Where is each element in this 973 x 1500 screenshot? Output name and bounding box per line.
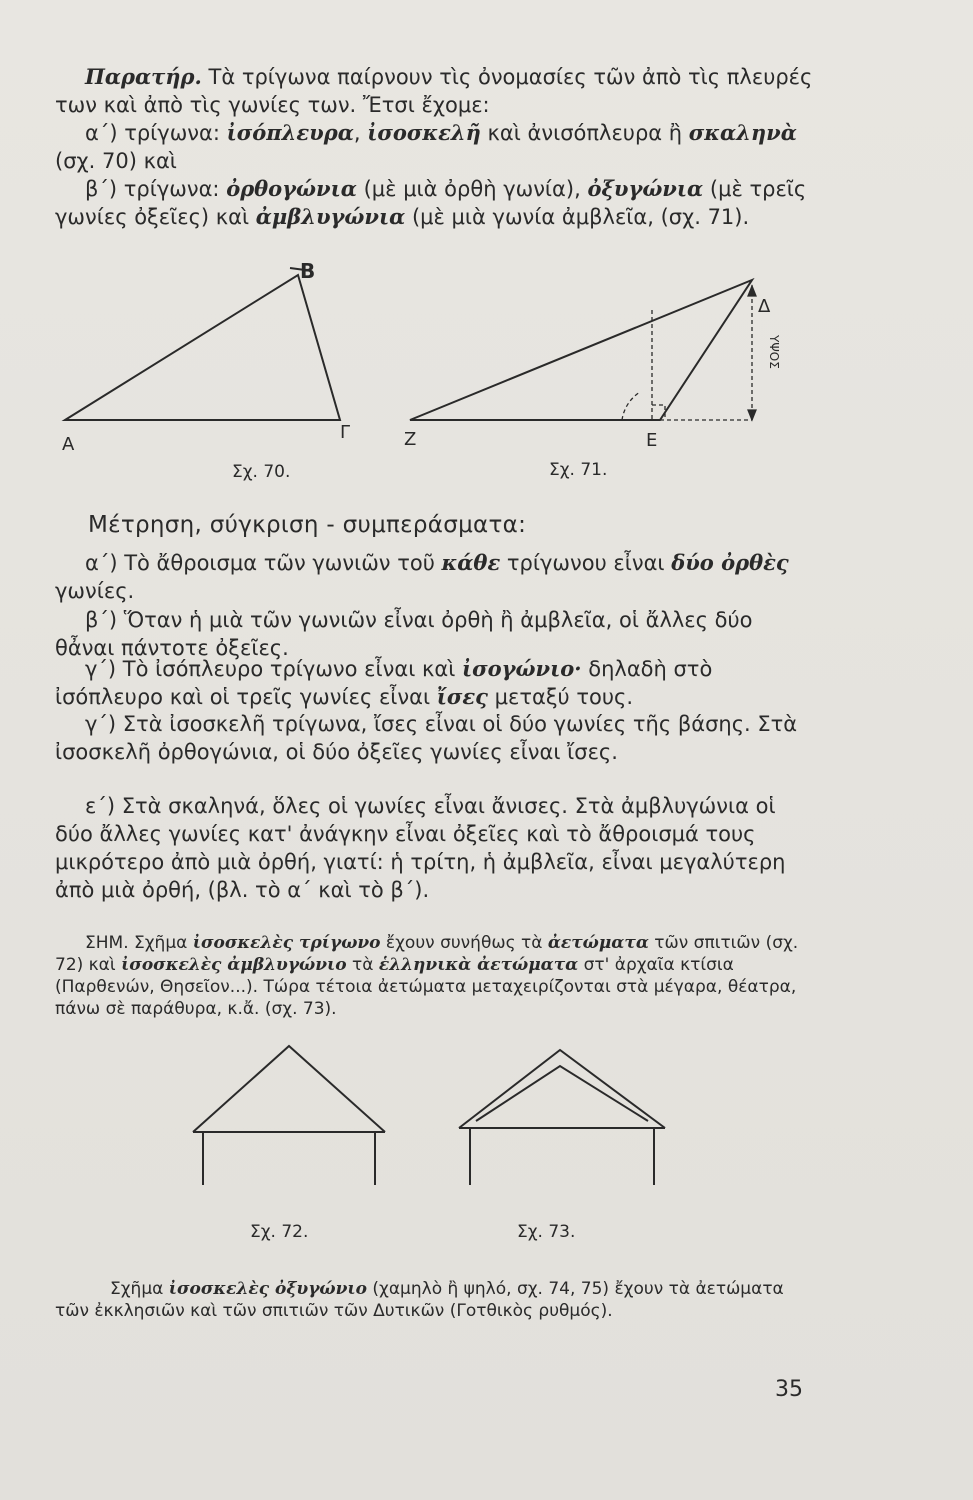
conclusion-b bbox=[55, 606, 815, 662]
note-em1: ἰσοσκελὲς τρίγωνο bbox=[192, 933, 381, 953]
conclusion-a-em1: κάθε bbox=[441, 550, 501, 575]
conclusion-c-end: μεταξύ τους. bbox=[487, 685, 634, 709]
bottom-p1: Σχῆμα bbox=[110, 1279, 169, 1299]
term-obtuse: ἀμβλυγώνια bbox=[255, 204, 406, 229]
fig71-triangle bbox=[410, 280, 752, 420]
term-scalene: σκαληνὰ bbox=[688, 120, 797, 145]
fig70-label-b: B bbox=[300, 259, 316, 283]
note-p3: τῶν σπιτιῶν (σχ. 72) καὶ bbox=[55, 933, 799, 975]
note-p4: τὰ bbox=[346, 955, 379, 975]
section-heading: Μέτρηση, σύγκριση - συμπεράσματα: bbox=[88, 512, 527, 538]
term-right: ὀρθογώνια bbox=[226, 176, 357, 201]
conclusion-a bbox=[55, 549, 815, 605]
conclusion-c-mid: δηλαδὴ στὸ ἰσόπλευρο καὶ οἱ τρεῖς γωνίες εἶναι bbox=[55, 657, 713, 709]
term-acute: ὀξυγώνια bbox=[587, 176, 704, 201]
note-p1: ΣΗΜ. Σχῆμα bbox=[85, 933, 193, 953]
remark-label: Παρατήρ. bbox=[85, 64, 202, 89]
fig71-caption: Σχ. 71. bbox=[549, 460, 608, 480]
conclusion-d bbox=[55, 710, 815, 766]
remark-b-mid2: (μὲ τρεῖς γωνίες ὀξεῖες) καὶ bbox=[55, 177, 807, 229]
remark-a-mid: καὶ ἀνισόπλευρα ἢ bbox=[480, 121, 689, 145]
conclusion-c bbox=[55, 655, 815, 711]
fig71-height-label: ΥΨΟΣ bbox=[767, 335, 781, 369]
fig70-caption: Σχ. 70. bbox=[232, 462, 291, 482]
note-p5: στ' ἀρχαῖα κτίσια (Παρθενών, Θησεῖον...). Τώρα τέτοια ἀετώματα μεταχειρίζονται στὰ μέγαρα, θέατρα, πάνω σὲ παράθυρα, κ.ἄ. (σχ. 73). bbox=[55, 955, 797, 1019]
conclusion-a-em2: δύο ὀρθὲς bbox=[671, 550, 789, 575]
note-em3: ἰσοσκελὲς ἀμβλυγώνιο bbox=[121, 955, 347, 975]
conclusion-a-end: γωνίες. bbox=[55, 579, 135, 603]
conclusion-a-prefix: α΄) Τὸ ἄθροισμα τῶν γωνιῶν τοῦ bbox=[85, 551, 442, 575]
fig70-triangle bbox=[65, 268, 340, 420]
conclusion-b-text: β΄) Ὅταν ἡ μιὰ τῶν γωνιῶν εἶναι ὀρθὴ ἢ ἀμβλεῖα, οἱ ἄλλες δύο θἆναι πάντοτε ὀξεῖες. bbox=[55, 608, 753, 660]
fig73-caption: Σχ. 73. bbox=[517, 1222, 576, 1242]
fig70-label-g: Γ bbox=[340, 422, 351, 443]
fig73-pediment bbox=[459, 1050, 665, 1185]
term-isosceles: ἰσοσκελῆ bbox=[367, 120, 481, 145]
fig72-gable bbox=[193, 1046, 385, 1185]
note-paragraph bbox=[55, 932, 800, 1020]
conclusion-e-text: ε΄) Στὰ σκαληνά, ὅλες οἱ γωνίες εἶναι ἄνισες. Στὰ ἀμβλυγώνια οἱ δύο ἄλλες γωνίες κατ' ἀνάγκην εἶναι ὀξεῖες καὶ τὸ ἄθροισμά τους μικρότερο ἀπὸ μιὰ ὀρθή, γιατί: ἡ τρίτη, ἡ ἀμβλεῖα, εἶναι μεγαλύτερη ἀπὸ μιὰ ὀρθή, (βλ. τὸ α΄ καὶ τὸ β΄). bbox=[55, 794, 786, 902]
fig71-label-e: E bbox=[646, 430, 658, 451]
remark-a-prefix: α΄) τρίγωνα: bbox=[85, 121, 227, 145]
fig71-height-lines bbox=[622, 285, 752, 420]
page-number: 35 bbox=[775, 1377, 803, 1402]
remark-sep: , bbox=[353, 121, 368, 145]
remark-b-prefix: β΄) τρίγωνα: bbox=[85, 177, 227, 201]
conclusion-d-text: γ΄) Στὰ ἰσοσκελῆ τρίγωνα, ἴσες εἶναι οἱ δύο γωνίες τῆς βάσης. Στὰ ἰσοσκελῆ ὀρθογώνια, οἱ δύο ὀξεῖες γωνίες εἶναι ἴσες. bbox=[55, 712, 798, 764]
fig71-label-z: Z bbox=[404, 429, 417, 450]
remark-b-end: (μὲ μιὰ γωνία ἀμβλεῖα, (σχ. 71). bbox=[405, 205, 750, 229]
bottom-em1: ἰσοσκελὲς ὀξυγώνιο bbox=[168, 1279, 367, 1299]
conclusion-a-mid: τρίγωνου εἶναι bbox=[500, 551, 672, 575]
remark-intro: Τὰ τρίγωνα παίρνουν τὶς ὀνομασίες τῶν ἀπὸ τὶς πλευρές των καὶ ἀπὸ τὶς γωνίες των. Ἔτσι ἔχομε: bbox=[55, 65, 813, 117]
bottom-paragraph bbox=[55, 1278, 800, 1322]
remark-b-mid1: (μὲ μιὰ ὀρθὴ γωνία), bbox=[356, 177, 588, 201]
note-p2: ἔχουν συνήθως τὰ bbox=[380, 933, 548, 953]
bottom-p2: (χαμηλὸ ἢ ψηλό, σχ. 74, 75) ἔχουν τὰ ἀετώματα τῶν ἐκκλησιῶν καὶ τῶν σπιτιῶν τῶν Δυτικῶν (Γοτθικὸς ρυθμός). bbox=[55, 1279, 784, 1321]
conclusion-c-em1: ἰσογώνιο· bbox=[462, 656, 582, 681]
remark-a-end: (σχ. 70) καὶ bbox=[55, 149, 177, 173]
fig72-caption: Σχ. 72. bbox=[250, 1222, 309, 1242]
note-em2: ἀετώματα bbox=[547, 933, 649, 953]
conclusion-e bbox=[55, 792, 815, 904]
fig71-label-d: Δ bbox=[758, 296, 771, 317]
term-equilateral: ἰσόπλευρα bbox=[226, 120, 354, 145]
fig70-label-a: A bbox=[62, 434, 75, 455]
note-em4: ἑλληνικὰ ἀετώματα bbox=[378, 955, 579, 975]
conclusion-c-prefix: γ΄) Τὸ ἰσόπλευρο τρίγωνο εἶναι καὶ bbox=[85, 657, 462, 681]
conclusion-c-em2: ἴσες bbox=[436, 684, 488, 709]
